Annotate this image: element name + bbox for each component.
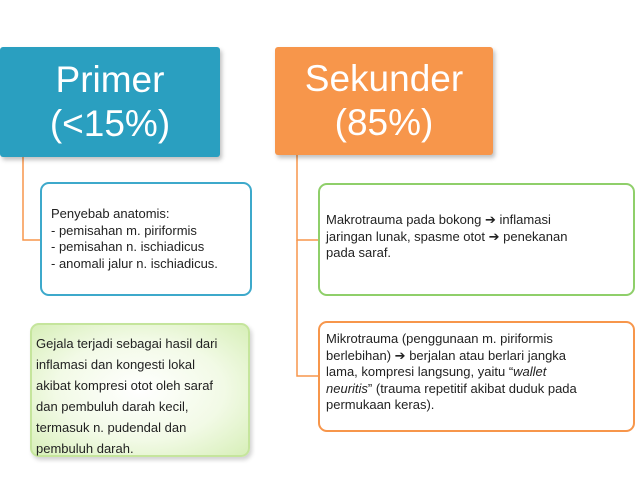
arrow-right-icon: ➔ xyxy=(485,212,496,227)
gejala-line: pembuluh darah. xyxy=(36,441,134,456)
sekunder-share: (85%) xyxy=(334,102,434,143)
gejala-line: dan pembuluh darah kecil, xyxy=(36,399,189,414)
mikro-line: Mikrotrauma (penggunaan m. piriformis xyxy=(326,331,553,346)
primer-header xyxy=(0,47,220,157)
makro-line xyxy=(326,229,625,246)
mikro-text: ” (trauma repetitif akibat duduk pada xyxy=(367,380,577,396)
gejala-line: termasuk n. pudendal dan xyxy=(36,420,187,435)
mikro-line xyxy=(326,348,625,365)
makro-line: pada saraf. xyxy=(326,245,392,260)
primer-share: (<15%) xyxy=(49,103,171,144)
gejala-box xyxy=(30,323,250,457)
primer-detail-item: - pemisahan n. ischiadicus xyxy=(51,239,205,254)
primer-detail-title: Penyebab anatomis: xyxy=(51,206,170,221)
makro-line xyxy=(326,212,625,229)
makro-text: Makrotrauma pada bokong xyxy=(326,212,482,227)
mikro-text: berjalan atau berlari jangka xyxy=(409,347,567,363)
gejala-line: inflamasi dan kongesti lokal xyxy=(36,357,195,372)
primer-title: Primer xyxy=(55,59,165,100)
makro-text: inflamasi xyxy=(499,212,551,227)
makro-text: jaringan lunak, spasme otot xyxy=(326,228,485,244)
arrow-right-icon: ➔ xyxy=(488,228,500,244)
gejala-line: Gejala terjadi sebagai hasil dari xyxy=(36,336,218,351)
mikro-text: lama, kompresi langsung, yaitu “ xyxy=(326,364,514,379)
sekunder-connector-bottom xyxy=(297,240,318,376)
mikro-line xyxy=(326,364,625,381)
mikro-line xyxy=(326,381,625,398)
mikro-line: permukaan keras). xyxy=(326,397,435,412)
mikrotrauma-box xyxy=(318,321,635,432)
arrow-right-icon: ➔ xyxy=(394,347,406,363)
gejala-line: akibat kompresi otot oleh saraf xyxy=(36,378,214,393)
primer-detail-item: - pemisahan m. piriformis xyxy=(51,222,197,238)
primer-detail-box xyxy=(40,182,252,296)
mikro-italic-text: neuritis xyxy=(326,380,368,396)
mikro-italic-text: wallet xyxy=(513,364,547,379)
sekunder-header xyxy=(275,47,493,155)
makrotrauma-box xyxy=(318,183,635,296)
makro-text: penekanan xyxy=(503,228,568,244)
sekunder-connector-top xyxy=(297,155,318,240)
mikro-text: berlebihan) xyxy=(326,347,392,363)
primer-connector xyxy=(23,157,40,240)
sekunder-title: Sekunder xyxy=(304,58,464,99)
primer-detail-item: - anomali jalur n. ischiadicus. xyxy=(51,255,218,271)
